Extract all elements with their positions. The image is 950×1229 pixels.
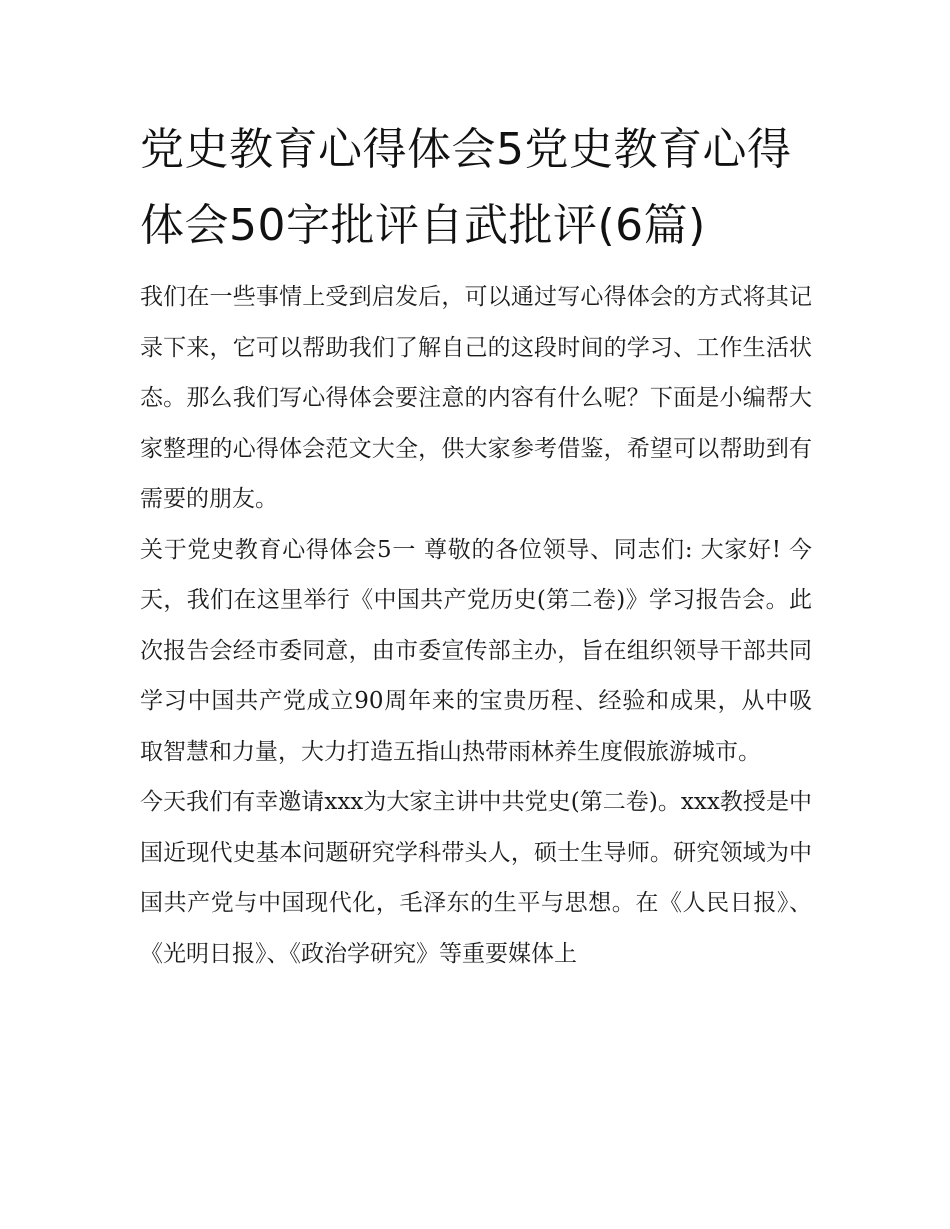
document-body xyxy=(140,112,812,979)
paragraph-intro: 我们在一些事情上受到启发后，可以通过写心得体会的方式将其记录下来，它可以帮助我们了解自己的这段时间的学习、工作生活状态。那么我们写心得体会要注意的内容有什么呢？下面是小编帮大家整理的心得体会范文大全，供大家参考借鉴，希望可以帮助到有需要的朋友。 xyxy=(140,284,812,512)
paragraph-speech-opening: 关于党史教育心得体会5一 尊敬的各位领导、同志们: 大家好! 今天，我们在这里举行《中国共产党历史(第二卷)》学习报告会。此次报告会经市委同意，由市委宣传部主办，旨在组织领导干部共同学习中国共产党成立90周年来的宝贵历程、经验和成果，从中吸取智慧和力量，大力打造五指山热带雨林养生度假旅游城市。 xyxy=(140,536,812,765)
document-title: 党史教育心得体会5党史教育心得体会50字批评自武批评(6篇) xyxy=(140,124,792,251)
paragraph-speaker-introduction: 今天我们有幸邀请xxx为大家主讲中共党史(第二卷)。xxx教授是中国近现代史基本问题研究学科带头人，硕士生导师。研究领域为中国共产党与中国现代化，毛泽东的生平与思想。在《人民日报》、《光明日报》、《政治学研究》等重要媒体上 xyxy=(140,789,812,967)
